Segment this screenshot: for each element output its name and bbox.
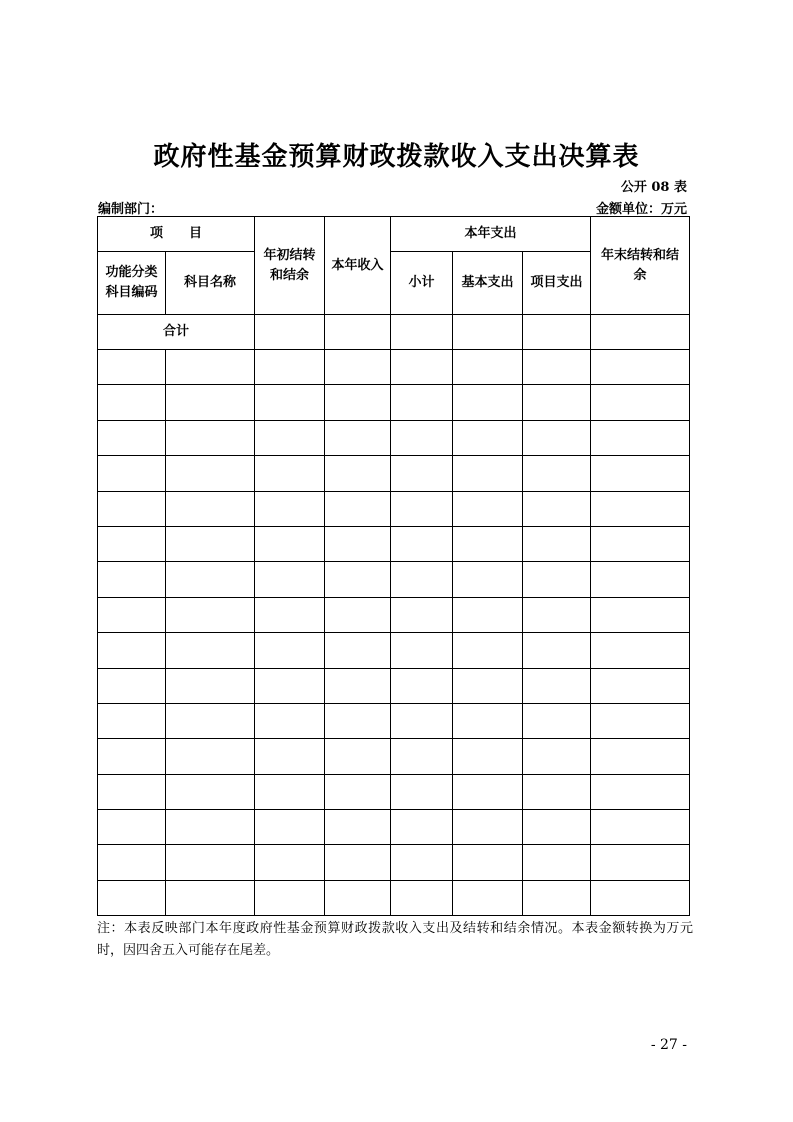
amount-unit-label: 金额单位：万元: [595, 202, 687, 217]
header-subtotal: 小计: [391, 252, 453, 315]
table-cell: [98, 739, 166, 774]
table-row: [98, 385, 690, 420]
table-row: [98, 880, 690, 915]
table-cell: [325, 845, 391, 880]
budget-table: [97, 216, 690, 916]
table-cell: [453, 739, 523, 774]
total-row: [98, 315, 690, 350]
table-cell: [98, 668, 166, 703]
table-cell: [453, 597, 523, 632]
table-cell: [453, 633, 523, 668]
table-cell: [325, 491, 391, 526]
total-cell: [453, 315, 523, 350]
table-row: [98, 597, 690, 632]
table-cell: [391, 597, 453, 632]
table-cell: [98, 810, 166, 845]
table-cell: [523, 385, 591, 420]
page-title: 政府性基金预算财政拨款收入支出决算表: [153, 142, 640, 172]
table-cell: [255, 880, 325, 915]
table-cell: [255, 526, 325, 561]
header-current-expense: 本年支出: [391, 217, 591, 252]
table-cell: [391, 633, 453, 668]
table-cell: [255, 491, 325, 526]
table-cell: [453, 456, 523, 491]
table-cell: [391, 420, 453, 455]
table-cell: [391, 739, 453, 774]
table-cell: [453, 845, 523, 880]
table-cell: [591, 491, 690, 526]
table-cell: [255, 703, 325, 738]
table-cell: [523, 633, 591, 668]
table-cell: [325, 633, 391, 668]
table-cell: [391, 456, 453, 491]
table-cell: [591, 420, 690, 455]
header-func-code-text: 功能分类科目编码: [105, 265, 158, 300]
header-opening-balance-text: 年初结转和结余: [263, 247, 316, 283]
table-cell: [325, 420, 391, 455]
table-cell: [453, 350, 523, 385]
table-cell: [523, 774, 591, 809]
table-cell: [591, 668, 690, 703]
table-cell: [166, 703, 255, 738]
table-cell: [166, 597, 255, 632]
table-cell: [591, 562, 690, 597]
table-cell: [98, 880, 166, 915]
table-cell: [325, 810, 391, 845]
table-cell: [98, 562, 166, 597]
total-label: 合计: [98, 315, 255, 350]
table-cell: [391, 385, 453, 420]
table-cell: [98, 774, 166, 809]
table-cell: [325, 703, 391, 738]
table-cell: [325, 385, 391, 420]
total-cell: [325, 315, 391, 350]
table-cell: [325, 880, 391, 915]
table-cell: [591, 774, 690, 809]
table-cell: [391, 526, 453, 561]
table-cell: [325, 456, 391, 491]
header-closing-balance: [591, 217, 690, 315]
total-cell: [391, 315, 453, 350]
table-row: [98, 456, 690, 491]
table-cell: [255, 456, 325, 491]
table-cell: [166, 350, 255, 385]
table-cell: [166, 420, 255, 455]
table-row: [98, 739, 690, 774]
table-cell: [591, 456, 690, 491]
table-cell: [453, 810, 523, 845]
table-cell: [98, 456, 166, 491]
table-cell: [523, 526, 591, 561]
table-cell: [453, 668, 523, 703]
header-current-income: 本年收入: [325, 217, 391, 315]
table-row: [98, 774, 690, 809]
table-cell: [98, 350, 166, 385]
table-row: [98, 562, 690, 597]
table-cell: [453, 880, 523, 915]
footnote: 注：本表反映部门本年度政府性基金预算财政拨款收入支出及结转和结余情况。本表金额转换为万元时，因四舍五入可能存在尾差。: [97, 921, 693, 958]
table-cell: [453, 491, 523, 526]
total-cell: [591, 315, 690, 350]
table-cell: [325, 774, 391, 809]
table-cell: [255, 597, 325, 632]
table-cell: [523, 703, 591, 738]
department-label: 编制部门：: [98, 202, 164, 217]
table-cell: [255, 385, 325, 420]
header-opening-balance: [255, 217, 325, 315]
table-cell: [591, 845, 690, 880]
table-cell: [255, 810, 325, 845]
table-cell: [255, 668, 325, 703]
table-row: [98, 526, 690, 561]
table-cell: [255, 845, 325, 880]
table-cell: [166, 810, 255, 845]
table-cell: [325, 526, 391, 561]
table-cell: [98, 633, 166, 668]
table-cell: [166, 526, 255, 561]
table-cell: [523, 880, 591, 915]
table-row: [98, 633, 690, 668]
table-cell: [325, 350, 391, 385]
table-cell: [591, 703, 690, 738]
table-cell: [166, 880, 255, 915]
table-cell: [523, 350, 591, 385]
table-cell: [391, 491, 453, 526]
table-cell: [166, 562, 255, 597]
table-cell: [391, 562, 453, 597]
table-cell: [391, 774, 453, 809]
table-cell: [325, 562, 391, 597]
table-cell: [98, 385, 166, 420]
header-basic-expense: 基本支出: [453, 252, 523, 315]
table-cell: [591, 526, 690, 561]
header-project-expense: 项目支出: [523, 252, 591, 315]
table-cell: [453, 526, 523, 561]
total-cell: [523, 315, 591, 350]
header-item: 项 目: [98, 217, 255, 252]
table-row: [98, 810, 690, 845]
form-code: 公开 08 表: [620, 180, 687, 195]
table-cell: [591, 810, 690, 845]
table-cell: [166, 739, 255, 774]
table-cell: [591, 385, 690, 420]
table-cell: [453, 420, 523, 455]
table-cell: [255, 774, 325, 809]
table-cell: [591, 880, 690, 915]
table-cell: [98, 420, 166, 455]
table-cell: [523, 668, 591, 703]
header-func-code: [98, 252, 166, 315]
table-row: [98, 350, 690, 385]
table-cell: [453, 703, 523, 738]
table-cell: [166, 491, 255, 526]
header-subject-name: 科目名称: [166, 252, 255, 315]
table-cell: [523, 810, 591, 845]
table-cell: [591, 739, 690, 774]
table-cell: [166, 456, 255, 491]
table-cell: [523, 491, 591, 526]
table-cell: [98, 845, 166, 880]
table-cell: [391, 845, 453, 880]
table-cell: [391, 350, 453, 385]
table-cell: [591, 350, 690, 385]
table-cell: [166, 845, 255, 880]
table-cell: [325, 668, 391, 703]
table-cell: [166, 385, 255, 420]
table-cell: [98, 703, 166, 738]
header-closing-balance-text: 年末结转和结余: [601, 247, 680, 283]
table-cell: [523, 845, 591, 880]
table-cell: [166, 668, 255, 703]
table-cell: [98, 526, 166, 561]
table-cell: [523, 562, 591, 597]
table-cell: [325, 739, 391, 774]
table-row: [98, 845, 690, 880]
table-cell: [98, 597, 166, 632]
header-row-1: [98, 217, 690, 252]
table-cell: [523, 420, 591, 455]
table-row: [98, 420, 690, 455]
table-cell: [523, 739, 591, 774]
table-cell: [255, 350, 325, 385]
table-row: [98, 668, 690, 703]
table-cell: [453, 562, 523, 597]
table-cell: [325, 597, 391, 632]
table-cell: [255, 633, 325, 668]
table-row: [98, 491, 690, 526]
table-cell: [98, 491, 166, 526]
table-cell: [255, 739, 325, 774]
table-cell: [391, 880, 453, 915]
table-cell: [523, 597, 591, 632]
table-cell: [391, 703, 453, 738]
table-cell: [391, 668, 453, 703]
table-cell: [453, 385, 523, 420]
table-cell: [523, 456, 591, 491]
table-row: [98, 703, 690, 738]
total-cell: [255, 315, 325, 350]
table-cell: [166, 633, 255, 668]
table-cell: [166, 774, 255, 809]
table-cell: [591, 633, 690, 668]
table-cell: [255, 562, 325, 597]
table-cell: [453, 774, 523, 809]
table-cell: [391, 810, 453, 845]
table-cell: [591, 597, 690, 632]
page-number: - 27 -: [650, 1037, 687, 1053]
table-cell: [255, 420, 325, 455]
